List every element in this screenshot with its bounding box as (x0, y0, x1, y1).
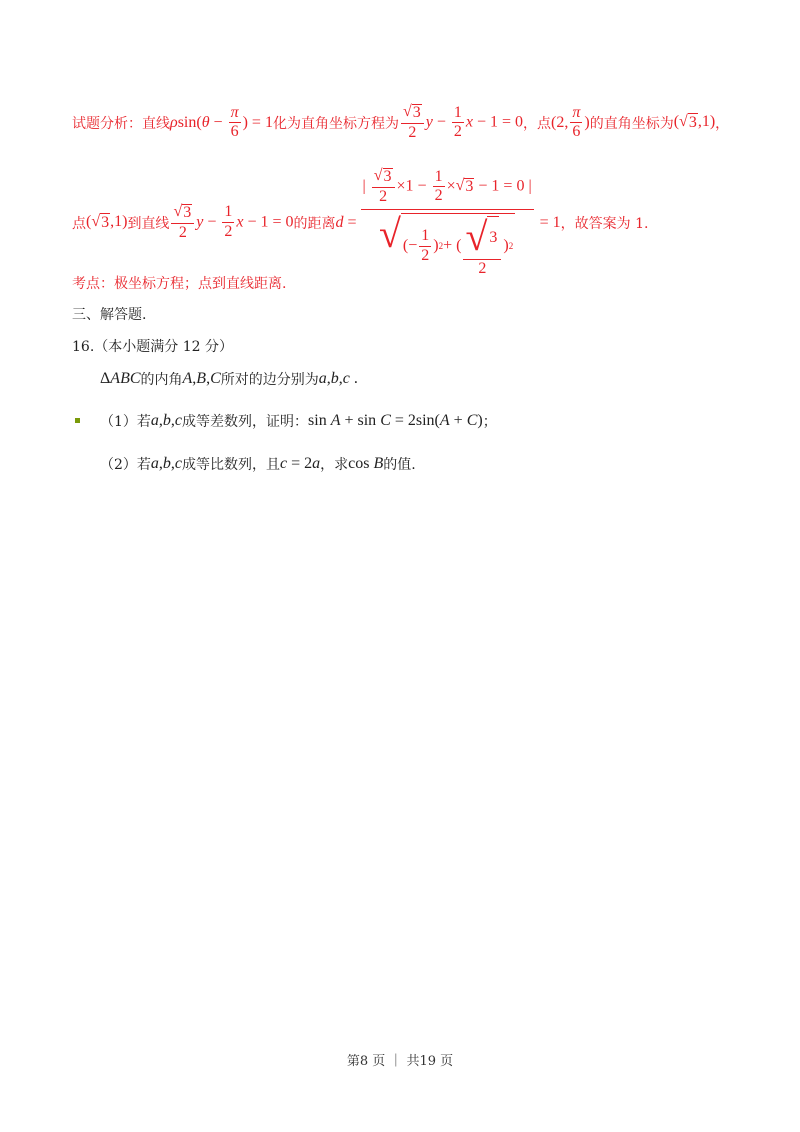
convert-text: 化为直角坐标方程为 (272, 115, 399, 132)
part1-sides: a,b,c (150, 412, 183, 429)
part1-end: ； (482, 414, 497, 430)
part2-end: 的值. (383, 457, 416, 473)
part2-condition: c = 2a (280, 455, 321, 472)
sides-abc: a,b,c . (318, 370, 358, 387)
page-footer: 第8 页 ｜ 共19 页 (346, 1054, 454, 1069)
distance-point-text: 点 (72, 215, 86, 232)
kaodian-line: 考点：极坐标方程；点到直线距离. (72, 276, 287, 292)
cartesian-point: ( √ 3 ,1) (673, 113, 716, 132)
polar-point: (2, $\frac{\pi}{6}$ ) (551, 103, 590, 141)
question-16-header: 16.（本小题满分 12 分） (72, 339, 233, 355)
angles-abc: A (182, 370, 193, 387)
question-16-intro: ΔABC 的内角 A , B , C 所对的边分别为 a,b,c . (100, 370, 358, 388)
line-equation: √ 3 2 y − $\frac{1}{2}$ x − 1 = 0 (173, 202, 294, 241)
margin-bullet (75, 418, 80, 423)
analysis-comma: ， (715, 115, 730, 132)
part1-label: （1）若 (100, 414, 151, 430)
part1-equation: sin A + sin C = 2sin(A + C) (308, 412, 483, 429)
question-16-part-2 (100, 454, 416, 474)
analysis-line (72, 104, 729, 142)
intro-text-1: 的内角 (140, 372, 183, 388)
question-16-part-1 (100, 411, 497, 431)
triangle-abc: ΔABC (100, 370, 141, 387)
distance-text: 的距离 (293, 215, 336, 232)
distance-point: ( √ 3 ,1) (86, 213, 128, 232)
distance-formula: d = | √ 3 2 ×1 − $\frac{1}{2}$ × √ 3 − 1 = 0 | √ (− $\frac{1}{2}$ ) 2 + ( √ 3 2 ) 2 = 1 (335, 167, 561, 277)
cartesian-equation: √ 3 2 y − $\frac{1}{2}$ x − 1 = 0 (402, 103, 524, 141)
coord-text: 的直角坐标为 (589, 115, 674, 132)
analysis-label: 试题分析：直线 (72, 115, 170, 132)
intro-text-2: 所对的边分别为 (220, 372, 319, 388)
part2-label: （2）若 (100, 457, 151, 473)
part2-text-2: ，求 (320, 457, 349, 473)
part2-sides: a,b,c (150, 455, 183, 472)
polar-equation: ρsin(θ − $\frac{\pi}{6}$ ) = 1 (170, 103, 273, 141)
cos-b: cos B (348, 455, 384, 472)
point-text: ，点 (523, 115, 552, 132)
section-heading: 三、解答题. (72, 307, 147, 323)
to-line-text: 到直线 (127, 215, 170, 232)
pi-over-6-fraction: $\frac{\pi}{6}$ (230, 103, 239, 141)
part2-text: 成等比数列，且 (182, 457, 281, 473)
distance-line (72, 168, 648, 277)
answer-text: ，故答案为 1. (560, 215, 649, 232)
part1-text: 成等差数列，证明： (182, 414, 309, 430)
distance-fraction: | √ 3 2 ×1 − $\frac{1}{2}$ × √ 3 − 1 = 0 | √ (− $\frac{1}{2}$ ) 2 + ( √ 3 2 ) 2 (362, 167, 532, 277)
